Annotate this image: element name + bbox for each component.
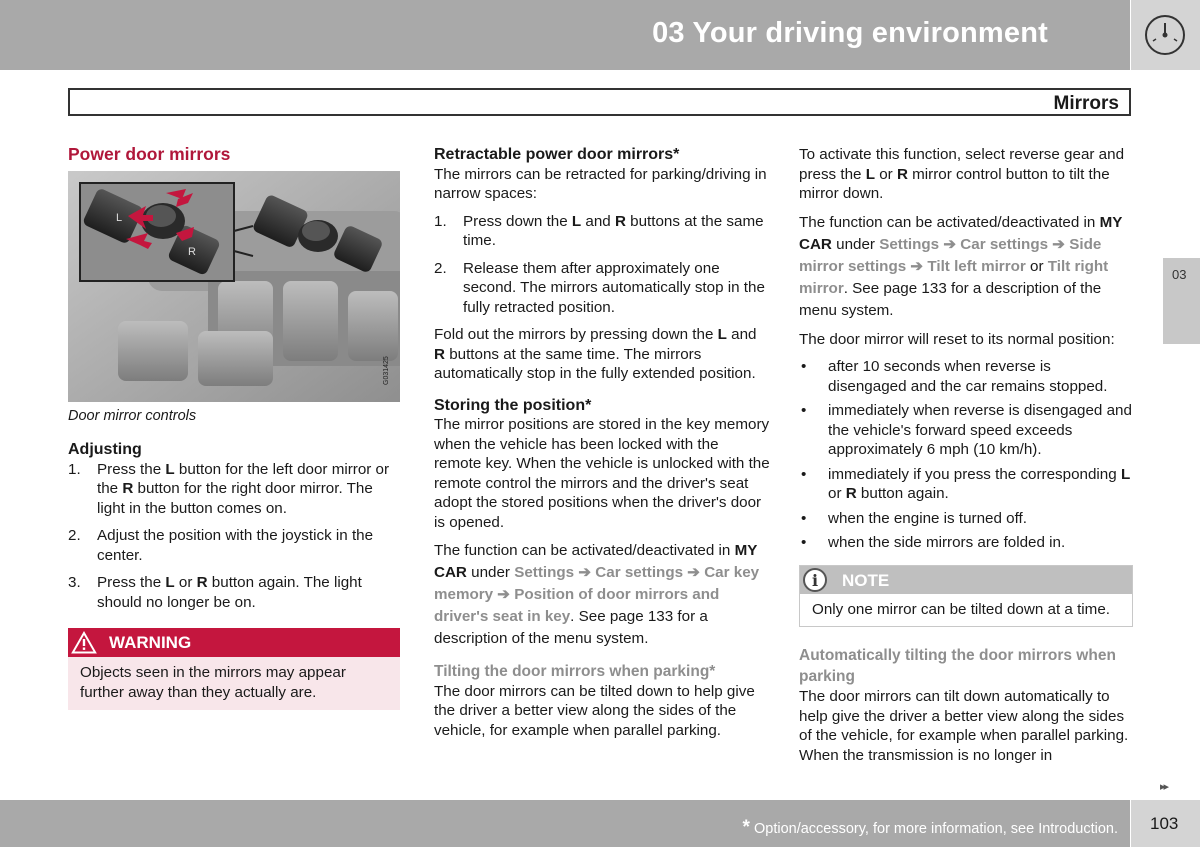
page-number: 103 (1150, 814, 1179, 833)
info-icon: i (803, 568, 827, 592)
list-item: 1. Press down the L and R buttons at the same time. (434, 212, 764, 249)
reset-conditions (799, 357, 1133, 553)
page-footer (0, 800, 1130, 847)
column-2 (434, 140, 770, 748)
retractable-heading: Retractable power door mirrors* (434, 146, 680, 163)
continue-arrows-icon: ▸▸ (1160, 781, 1168, 793)
footer-footnote: * Option/accessory, for more information, see Introduction. (742, 817, 1118, 838)
list-item: • when the side mirrors are folded in. (801, 534, 1066, 551)
storing-text: The mirror positions are stored in the key memory when the vehicle has been locked with the remote key. When the vehicle is unlocked with the remote control the mirrors and the driver's seat adopt the stored positions when the driver's door is opened. (434, 416, 770, 531)
section-bar (68, 88, 1131, 116)
menu-path: Settings ➔ Car settings ➔ Side mirror settings ➔ Tilt left mirror (799, 235, 1102, 275)
adjusting-heading: Adjusting (68, 441, 142, 458)
menu-path: Settings ➔ Car settings ➔ Car key memory ➔ Position of door mirrors and driver's seat in key (434, 564, 760, 625)
storing-heading: Storing the position* (434, 396, 592, 414)
menu-path-2: Tilt right mirror (799, 257, 1109, 297)
note-text: Only one mirror can be tilted down at a time. (812, 600, 1110, 618)
auto-tilting-text: The door mirrors can tilt down automatically to help give the driver a better view along the sides of the vehicle, for example when parallel parking. When the transmission is no longer in (799, 688, 1129, 764)
page-number-box (1131, 800, 1200, 847)
retract-steps (434, 212, 770, 318)
chapter-title: 03 Your driving environment (652, 17, 1048, 49)
function-paragraph: The function can be activated/deactivated in MY CAR under Settings ➔ Car settings ➔ Car key memory ➔ Position of door mirrors and driver's seat in key. See page 133 for a description of the menu system. (434, 542, 760, 647)
list-item: • immediately if you press the corresponding L or R button again. (801, 465, 1131, 502)
door-mirror-controls-figure (68, 171, 400, 402)
power-door-mirrors-heading: Power door mirrors (68, 144, 231, 164)
header-icon-box (1131, 0, 1200, 70)
list-item: • after 10 seconds when reverse is disengaged and the car remains stopped. (801, 358, 1108, 395)
figure-button-l: L (116, 211, 123, 224)
list-item: 2. Release them after approximately one second. The mirrors automatically stop in the fully retracted position. (434, 259, 765, 316)
tilting-heading: Tilting the door mirrors when parking* (434, 663, 716, 680)
gauge-icon (1145, 15, 1185, 55)
warning-label: WARNING (109, 633, 192, 652)
column-3 (799, 140, 1133, 773)
warning-triangle-icon (70, 630, 98, 655)
note-header (800, 566, 1132, 594)
list-item: 2. Adjust the position with the joystick in the center. (68, 527, 374, 564)
figure-caption: Door mirror controls (68, 407, 197, 424)
chapter-side-tab[interactable] (1163, 258, 1200, 344)
auto-tilting-heading: Automatically tilting the door mirrors when parking (799, 647, 1116, 685)
column-1 (68, 140, 400, 710)
side-tab-label: 03 (1172, 267, 1187, 282)
retractable-intro: The mirrors can be retracted for parking/driving in narrow spaces: (434, 165, 767, 202)
adjusting-steps (68, 460, 400, 613)
function-paragraph: The function can be activated/deactivated in MY CAR under Settings ➔ Car settings ➔ Side mirror settings ➔ Tilt left mirror or Tilt right mirror. See page 133 for a description of the menu system. (799, 213, 1123, 319)
warning-header (68, 628, 400, 657)
list-item: • immediately when reverse is disengaged and the vehicle's forward speed exceeds approximately 6 mph (10 km/h). (801, 402, 1132, 458)
warning-box (68, 628, 400, 710)
reset-intro: The door mirror will reset to its normal position: (799, 330, 1115, 348)
figure-code: G031425 (383, 355, 390, 385)
section-title: Mirrors (1053, 93, 1119, 114)
list-item: • when the engine is turned off. (801, 509, 1027, 527)
figure-button-r: R (188, 245, 196, 258)
list-item: 1. Press the L button for the left door mirror or the R button for the right door mirror. The light in the button comes on. (68, 460, 390, 517)
chapter-header (0, 0, 1130, 70)
note-label: NOTE (842, 570, 890, 590)
fold-out-paragraph: Fold out the mirrors by pressing down the L and R buttons at the same time. The mirrors automatically stop in the fully extended position. (434, 326, 757, 382)
list-item: 3. Press the L or R button again. The light should no longer be on. (68, 574, 362, 611)
activate-paragraph: To activate this function, select reverse gear and press the L or R mirror control button to tilt the mirror down. (799, 146, 1125, 202)
tilting-text: The door mirrors can be tilted down to help give the driver a better view along the sides of the vehicle, for example when parallel parking. (434, 682, 755, 739)
note-box (799, 565, 1133, 628)
warning-text: Objects seen in the mirrors may appear further away than they actually are. (80, 664, 346, 701)
